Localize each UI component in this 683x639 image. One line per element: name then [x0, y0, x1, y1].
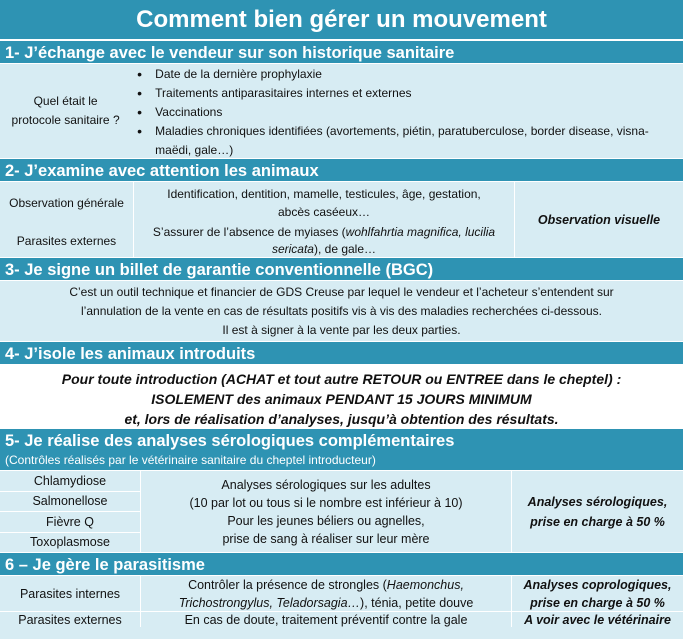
strongles-text: Contrôler la présence de strongles (Haemonchus, Trichostrongylus, Teladorsagia…), ténia, petite douve: [141, 576, 512, 611]
observation-label: Observation générale: [9, 195, 124, 210]
bgc-line-3: Il est à signer à la vente par les deux parties.: [222, 323, 461, 337]
disease-item: Salmonellose: [0, 491, 141, 512]
section-5-subtitle: (Contrôles réalisés par le vétérinaire sanitaire du cheptel introducteur): [0, 451, 683, 470]
section-3-body: [0, 281, 683, 341]
section-2-heading: 2- J’examine avec attention les animaux: [0, 158, 683, 182]
serology-coverage: Analyses sérologiques, prise en charge à 50 %: [512, 470, 683, 552]
serology-text: [141, 470, 512, 552]
section-5-body: [0, 470, 683, 552]
list-item: • Date de la dernière prophylaxie: [131, 65, 683, 84]
isolation-line-2: ISOLEMENT des animaux PENDANT 15 JOURS MINIMUM: [151, 391, 532, 407]
section-4-body: [0, 365, 683, 428]
parasites-externes-label: Parasites externes: [16, 233, 117, 248]
section-5-heading: 5- Je réalise des analyses sérologiques complémentaires: [0, 428, 683, 452]
list-item: • Maladies chroniques identifiées (avortements, piétin, paratuberculose, border disease, visna-maëdi, gale…): [131, 122, 683, 160]
parasites-externes-label: Parasites externes: [0, 612, 141, 627]
disease-item: Chlamydiose: [0, 470, 141, 491]
section-1-body: [0, 64, 683, 158]
section-2-body: [0, 182, 683, 257]
protocol-question: Quel était le protocole sanitaire ?: [11, 94, 120, 127]
bgc-line-2: l’annulation de la vente en cas de résultats positifs vis à vis des maladies recherchées ci-dessous.: [81, 304, 602, 318]
gale-text: En cas de doute, traitement préventif contre la gale: [141, 612, 512, 627]
serology-line: (10 par lot ou tous si le nombre est inférieur à 10): [189, 495, 463, 510]
disease-item: Fièvre Q: [0, 511, 141, 532]
page-title: Comment bien gérer un mouvement: [0, 0, 683, 40]
section-1-heading: 1- J’échange avec le vendeur sur son historique sanitaire: [0, 40, 683, 64]
serology-line: prise de sang à réaliser sur leur mère: [222, 531, 430, 546]
section-6-heading: 6 – Je gère le parasitisme: [0, 552, 683, 576]
disease-list: [0, 470, 141, 552]
parasites-internes-row: [0, 576, 683, 612]
section-6-body: [0, 576, 683, 627]
section-4-heading: 4- J’isole les animaux introduits: [0, 341, 683, 365]
list-item: • Traitements antiparasitaires internes et externes: [131, 84, 683, 103]
serology-line: Pour les jeunes béliers ou agnelles,: [227, 513, 425, 528]
observation-visuelle: Observation visuelle: [537, 212, 661, 227]
section-3-heading: 3- Je signe un billet de garantie conventionnelle (BGC): [0, 257, 683, 281]
observation-text: Identification, dentition, mamelle, testicules, âge, gestation, abcès caséeux…: [167, 187, 481, 219]
isolation-line-3: et, lors de réalisation d’analyses, jusqu’à obtention des résultats.: [124, 411, 559, 427]
parasites-externes-row: [0, 612, 683, 627]
isolation-line-1: Pour toute introduction (ACHAT et tout autre RETOUR ou ENTREE dans le cheptel) :: [61, 371, 622, 387]
history-list: [131, 64, 683, 158]
veterinaire-note: A voir avec le vétérinaire: [524, 612, 671, 627]
bgc-line-1: C’est un outil technique et financier de GDS Creuse par lequel le vendeur et l’acheteur s’entendent sur: [69, 285, 614, 299]
serology-line: Analyses sérologiques sur les adultes: [221, 477, 431, 492]
myiases-text: S’assurer de l’absence de myiases (wohlfahrtia magnifica, lucilia sericata), de gale…: [152, 224, 496, 256]
parasites-internes-label: Parasites internes: [0, 576, 141, 611]
coprology-coverage: Analyses coprologiques, prise en charge à 50 %: [523, 577, 672, 610]
disease-item: Toxoplasmose: [0, 532, 141, 553]
list-item: • Vaccinations: [131, 103, 683, 122]
